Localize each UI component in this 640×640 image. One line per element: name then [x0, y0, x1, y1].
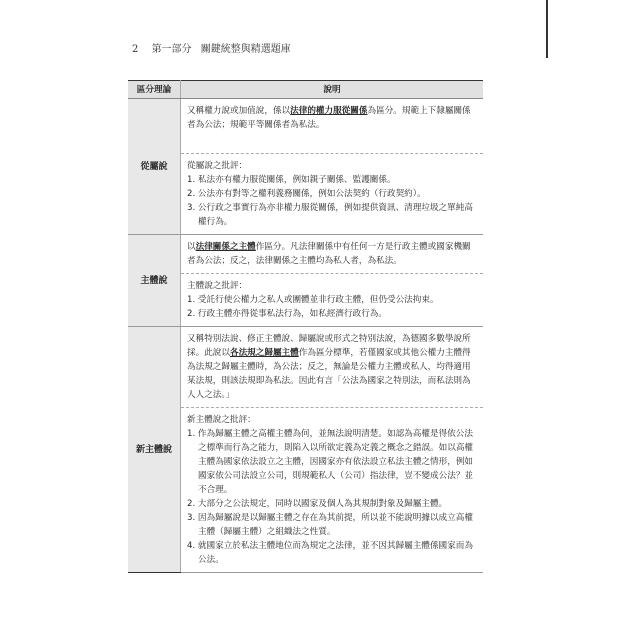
- definition-cell: 又稱權力說或加值說，係以法律的權力服從關係為區分。規範上下隸屬關係者為公法；規範平等關係者為私法。: [181, 99, 484, 154]
- table-row: [128, 99, 483, 154]
- table-row: [128, 408, 483, 573]
- list-item: 1. 私法亦有權力服從關係，例如親子關係、監護關係。: [187, 175, 396, 185]
- critique-cell: [181, 408, 484, 573]
- key-term: 法律的權力服從關係: [290, 106, 368, 116]
- column-header-description: 說明: [181, 81, 484, 99]
- column-header-theory: 區分理論: [128, 81, 181, 99]
- critique-title: 主體說之批評：: [187, 281, 248, 291]
- theory-name-subject: 主體說: [128, 235, 181, 327]
- table-header-row: [128, 81, 483, 99]
- part-label: 第一部分: [151, 44, 192, 55]
- table-row: [128, 327, 483, 408]
- critique-cell: [181, 154, 484, 235]
- list-item: 1. 受託行使公權力之私人或團體並非行政主體，但仍受公法拘束。: [187, 295, 439, 305]
- list-item: 1. 作為歸屬主體之高權主體為何，並無法說明清楚。如認為高權是得依公法之標準而行為之能力，則陷入以所欲定義為定義之概念之錯誤。如以高權主體為國家依法設立之主體，因國家亦有依法設立私法主體之情形，例如國家依公司法設立公司，則規範私人（公司）指法律，豈不變成公法？並不合理。: [187, 429, 474, 495]
- critique-list: [187, 427, 477, 567]
- list-item: 2. 大部分之公法規定，同時以國家及個人為其規制對象及歸屬主體。: [187, 499, 448, 509]
- critique-title: 從屬說之批評：: [187, 161, 248, 171]
- page-number: 2: [132, 44, 139, 55]
- list-item: 3. 公行政之事實行為亦非權力服從關係，例如提供資訊、清理垃圾之單純高權行為。: [187, 203, 473, 227]
- definition-cell: 以法律關係之主體作區分。凡法律關係中有任何一方是行政主體或國家機關者為公法；反之，法律關係之主體均為私人者，為私法。: [181, 235, 484, 274]
- list-item: 2. 公法亦有對等之權利義務關係，例如公法契約（行政契約）。: [187, 189, 426, 199]
- critique-list: [187, 173, 477, 229]
- critique-list: [187, 293, 477, 321]
- critique-title: 新主體說之批評：: [187, 415, 256, 425]
- table-row: [128, 154, 483, 235]
- table-row: [128, 235, 483, 274]
- running-header: [132, 40, 291, 55]
- theory-comparison-table: [128, 80, 483, 573]
- table-row: [128, 274, 483, 327]
- list-item: 4. 就國家立於私法主體地位而為規定之法律，並不因其歸屬主體係國家而為公法。: [187, 541, 473, 565]
- theory-name-new-subject: 新主體說: [128, 327, 181, 573]
- list-item: 2. 行政主體亦得從事私法行為，如私經濟行政行為。: [187, 309, 387, 319]
- key-term: 各法規之歸屬主體: [229, 348, 299, 358]
- list-item: 3. 因為歸屬說是以歸屬主體之存在為其前提，所以並不能說明據以成立高權主體（歸屬主體）之組織法之性質。: [187, 513, 473, 537]
- book-title: 關鍵統整與精選題庫: [200, 44, 291, 55]
- critique-cell: [181, 274, 484, 327]
- top-vertical-rule: [546, 0, 548, 58]
- key-term: 法律關係之主體: [195, 242, 256, 252]
- theory-name-subordination: 從屬說: [128, 99, 181, 235]
- definition-cell: 又稱特別法說、修正主體說、歸屬說或形式之特別法說，為德國多數學說所採。此說以各法規之歸屬主體作為區分標準，若僅國家或其他公權力主體得為法規之歸屬主體時，為公法；反之，無論是公權力主體或私人，均得適用某法規，則該法規即為私法。因此有言「公法為國家之特別法，而私法則為人人之法。」: [181, 327, 484, 408]
